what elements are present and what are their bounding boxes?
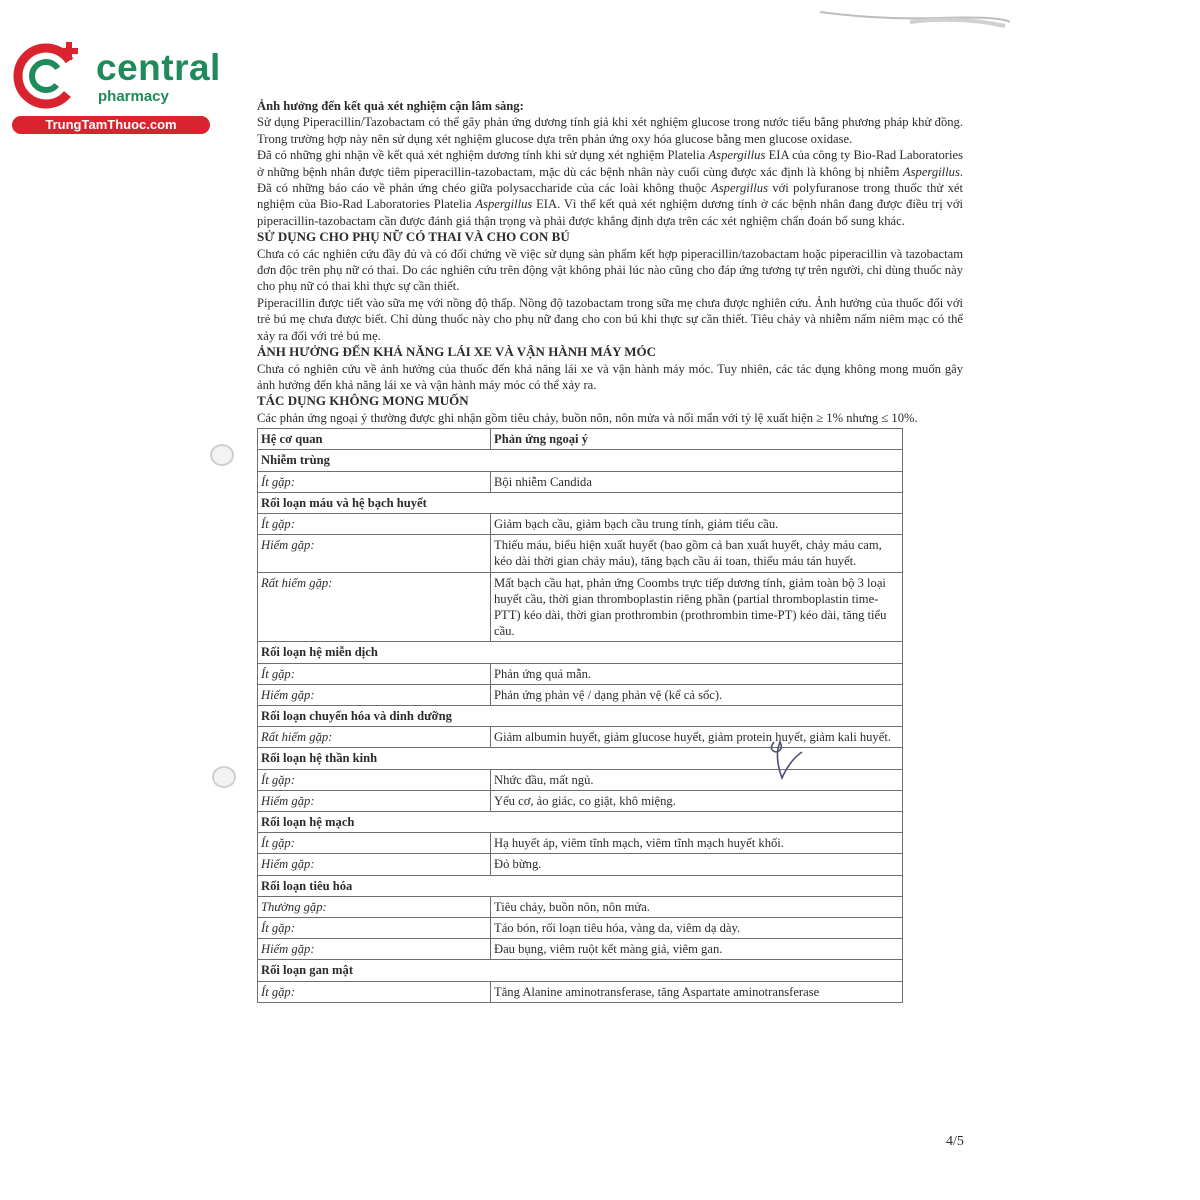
table-row <box>258 896 903 917</box>
table-row <box>258 833 903 854</box>
logo-subtitle: pharmacy <box>98 88 169 105</box>
table-row <box>258 939 903 960</box>
organ-group-row <box>258 811 903 832</box>
reaction-cell: Phản ứng phản vệ / dạng phản vệ (kể cả sốc). <box>491 684 903 705</box>
frequency-cell: Hiếm gặp: <box>258 854 491 875</box>
table-row <box>258 684 903 705</box>
adverse-reactions-body <box>258 450 903 1002</box>
paper-scuff-mark <box>820 6 1010 28</box>
organ-group-name: Rối loạn gan mật <box>258 960 903 981</box>
frequency-cell: Ít gặp: <box>258 918 491 939</box>
organ-group-name: Rối loạn hệ mạch <box>258 811 903 832</box>
reaction-cell: Giảm albumin huyết, giảm glucose huyết, giảm protein huyết, giảm kali huyết. <box>491 727 903 748</box>
lab-effects-heading: Ảnh hưởng đến kết quả xét nghiệm cận lâm sàng: <box>257 99 524 113</box>
driving-paragraph: Chưa có nghiên cứu về ảnh hưởng của thuốc đến khả năng lái xe và vận hành máy móc. Tuy nhiên, các tác dụng không mong muốn gây ảnh hưởng đến khả năng lái xe và vận hành máy móc có thể xảy ra. <box>257 361 963 392</box>
adverse-effects-heading: TÁC DỤNG KHÔNG MONG MUỐN <box>257 393 469 409</box>
reaction-cell: Hạ huyết áp, viêm tĩnh mạch, viêm tĩnh mạch huyết khối. <box>491 833 903 854</box>
frequency-cell: Hiếm gặp: <box>258 790 491 811</box>
table-row <box>258 918 903 939</box>
driving-heading: ẢNH HƯỞNG ĐẾN KHẢ NĂNG LÁI XE VÀ VẬN HÀNH MÁY MÓC <box>257 344 657 360</box>
table-row <box>258 535 903 572</box>
lab-effects-paragraph-2: Đã có những ghi nhận về kết quả xét nghiệm dương tính khi sử dụng xét nghiệm Platelia Aspergillus EIA của công ty Bio-Rad Laboratories ở những bệnh nhân được tiêm piperacillin-tazobactam, mặc dù các bệnh nhân này cuối cùng được xác định là không bị nhiễm Aspergillus. Đã có những báo cáo về phản ứng chéo giữa polysaccharide của các loài không thuộc Aspergillus với polyfuranose trong thuốc thử xét nghiệm của Bio-Rad Laboratories Platelia Aspergillus EIA. Vì thế kết quả xét nghiệm dương tính ở các bệnh nhân đang được điều trị với piperacillin-tazobactam cần được đánh giá thận trọng và phải được khẳng định dựa trên các xét nghiệm chẩn đoán bổ sung khác. <box>257 148 964 228</box>
organ-group-name: Rối loạn máu và hệ bạch huyết <box>258 492 903 513</box>
reaction-cell: Giảm bạch cầu, giảm bạch cầu trung tính, giảm tiểu cầu. <box>491 513 903 534</box>
reaction-cell: Phản ứng quá mẫn. <box>491 663 903 684</box>
header-adverse-reaction: Phản ứng ngoại ý <box>491 429 903 450</box>
adverse-reactions-table <box>257 428 903 1003</box>
organ-group-row <box>258 875 903 896</box>
frequency-cell: Hiếm gặp: <box>258 535 491 572</box>
frequency-cell: Ít gặp: <box>258 769 491 790</box>
organ-group-name: Nhiễm trùng <box>258 450 903 471</box>
frequency-cell: Ít gặp: <box>258 663 491 684</box>
table-row <box>258 513 903 534</box>
reaction-cell: Đỏ bừng. <box>491 854 903 875</box>
organ-group-name: Rối loạn chuyển hóa và dinh dưỡng <box>258 705 903 726</box>
organ-group-row <box>258 642 903 663</box>
pregnancy-heading: SỬ DỤNG CHO PHỤ NỮ CÓ THAI VÀ CHO CON BÚ <box>257 229 570 245</box>
punch-hole-mark <box>212 766 236 788</box>
frequency-cell: Rất hiếm gặp: <box>258 572 491 642</box>
reaction-cell: Tăng Alanine aminotransferase, tăng Aspartate aminotransferase <box>491 981 903 1002</box>
organ-group-row <box>258 492 903 513</box>
organ-group-row <box>258 960 903 981</box>
reaction-cell: Thiếu máu, biểu hiện xuất huyết (bao gồm cả ban xuất huyết, chảy máu cam, kéo dài thời gian chảy máu), tăng bạch cầu ái toan, thiếu máu tán huyết. <box>491 535 903 572</box>
reaction-cell: Tiêu chảy, buồn nôn, nôn mửa. <box>491 896 903 917</box>
handwritten-initials <box>766 738 806 782</box>
pregnancy-paragraph-2: Piperacillin được tiết vào sữa mẹ với nồng độ thấp. Nồng độ tazobactam trong sữa mẹ chưa được nghiên cứu. Ảnh hưởng của thuốc đối với trẻ bú mẹ chưa được biết. Chỉ dùng thuốc này cho phụ nữ đang cho con bú khi thực sự cần thiết. Tiêu chảy và nhiễm nấm niêm mạc có thể xảy ra đối với trẻ bú mẹ. <box>257 295 963 343</box>
table-row <box>258 471 903 492</box>
reaction-cell: Bội nhiễm Candida <box>491 471 903 492</box>
punch-hole-mark <box>210 444 234 466</box>
frequency-cell: Ít gặp: <box>258 471 491 492</box>
organ-group-name: Rối loạn hệ thần kinh <box>258 748 903 769</box>
table-row <box>258 790 903 811</box>
table-row <box>258 854 903 875</box>
frequency-cell: Hiếm gặp: <box>258 684 491 705</box>
frequency-cell: Hiếm gặp: <box>258 939 491 960</box>
frequency-cell: Ít gặp: <box>258 981 491 1002</box>
reaction-cell: Yếu cơ, ảo giác, co giật, khô miệng. <box>491 790 903 811</box>
table-row <box>258 663 903 684</box>
central-logo-icon <box>10 36 90 116</box>
frequency-cell: Ít gặp: <box>258 833 491 854</box>
logo-name: central <box>96 47 221 88</box>
document-body <box>257 98 963 1003</box>
organ-group-name: Rối loạn hệ miễn dịch <box>258 642 903 663</box>
header-organ-system: Hệ cơ quan <box>258 429 491 450</box>
adverse-effects-paragraph: Các phản ứng ngoại ý thường được ghi nhận gồm tiêu chảy, buồn nôn, nôn mửa và nổi mẩn với tỷ lệ xuất hiện ≥ 1% nhưng ≤ 10%. <box>257 410 918 425</box>
reaction-cell: Mất bạch cầu hạt, phản ứng Coombs trực tiếp dương tính, giảm toàn bộ 3 loại huyết cầu, thời gian thromboplastin riêng phần (partial thromboplastin time-PTT) kéo dài, thời gian prothrombin (prothrombin time-PT) kéo dài, tăng tiểu cầu. <box>491 572 903 642</box>
table-row <box>258 572 903 642</box>
frequency-cell: Rất hiếm gặp: <box>258 727 491 748</box>
organ-group-row <box>258 705 903 726</box>
reaction-cell: Nhức đầu, mất ngủ. <box>491 769 903 790</box>
table-header-row <box>258 429 903 450</box>
frequency-cell: Thường gặp: <box>258 896 491 917</box>
page-number: 4/5 <box>946 1134 964 1149</box>
table-row <box>258 981 903 1002</box>
frequency-cell: Ít gặp: <box>258 513 491 534</box>
central-pharmacy-logo <box>10 36 220 136</box>
reaction-cell: Đau bụng, viêm ruột kết màng giả, viêm gan. <box>491 939 903 960</box>
lab-effects-paragraph-1: Sử dụng Piperacillin/Tazobactam có thể gây phản ứng dương tính giả khi xét nghiệm glucose trong nước tiểu bằng phương pháp khử đồng. Trong trường hợp này nên sử dụng xét nghiệm glucose dựa trên phản ứng oxy hóa glucose bằng men glucose oxidase. <box>257 115 963 146</box>
organ-group-name: Rối loạn tiêu hóa <box>258 875 903 896</box>
organ-group-row <box>258 450 903 471</box>
logo-url-badge[interactable]: TrungTamThuoc.com <box>12 116 210 134</box>
pregnancy-paragraph-1: Chưa có các nghiên cứu đầy đủ và có đối chứng về việc sử dụng sản phẩm kết hợp piperacillin/tazobactam hoặc piperacillin và tazobactam đơn độc trên phụ nữ có thai. Do các nghiên cứu trên động vật không phải lúc nào cũng cho đáp ứng tương tự trên người, chỉ dùng thuốc này cho phụ nữ có thai khi thực sự cần thiết. <box>257 246 963 294</box>
reaction-cell: Táo bón, rối loạn tiêu hóa, vàng da, viêm dạ dày. <box>491 918 903 939</box>
